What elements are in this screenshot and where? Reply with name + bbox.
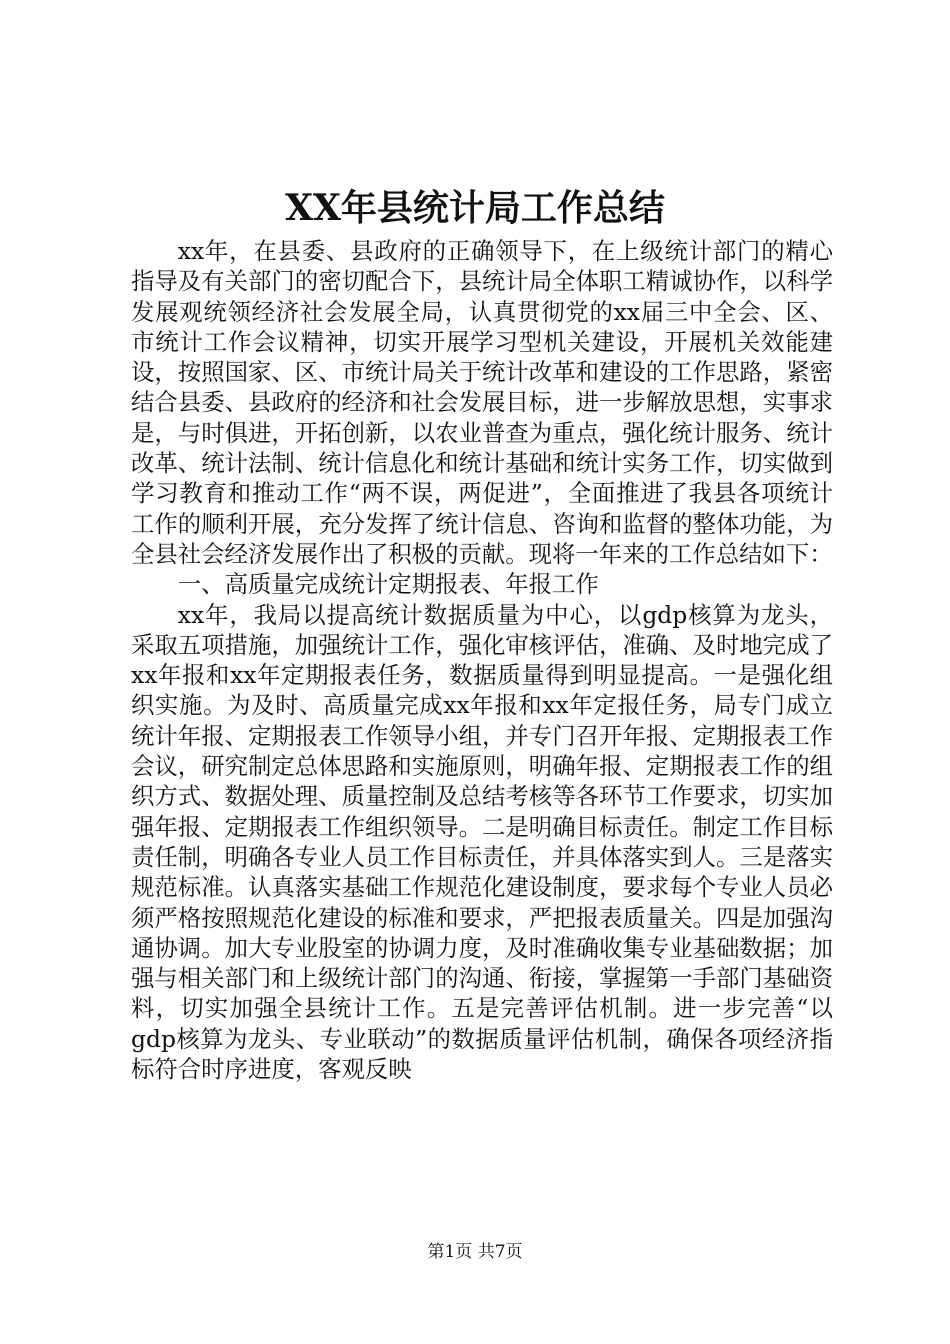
document-body [131, 236, 833, 1084]
page-footer: 第1页 共7页 [427, 1242, 523, 1262]
paragraph-section-1: xx年，我局以提高统计数据质量为中心，以gdp核算为龙头，采取五项措施，加强统计工作，强化审核评估，准确、及时地完成了xx年报和xx年定期报表任务，数据质量得到明显提高。一是强化组织实施。为及时、高质量完成xx年报和xx年定报任务，局专门成立统计年报、定期报表工作领导小组，并专门召开年报、定期报表工作会议，研究制定总体思路和实施原则，明确年报、定期报表工作的组织方式、数据处理、质量控制及总结考核等各环节工作要求，切实加强年报、定期报表工作组织领导。二是明确目标责任。制定工作目标责任制，明确各专业人员工作目标责任，并具体落实到人。三是落实规范标准。认真落实基础工作规范化建设制度，要求每个专业人员必须严格按照规范化建设的标准和要求，严把报表质量关。四是加强沟通协调。加大专业股室的协调力度，及时准确收集专业基础数据；加强与相关部门和上级统计部门的沟通、衔接，掌握第一手部门基础资料，切实加强全县统计工作。五是完善评估机制。进一步完善“以gdp核算为龙头、专业联动”的数据质量评估机制，确保各项经济指标符合时序进度，客观反映 [131, 600, 833, 1084]
section-heading-1: 一、高质量完成统计定期报表、年报工作 [177, 570, 599, 599]
paragraph-intro: xx年，在县委、县政府的正确领导下，在上级统计部门的精心指导及有关部门的密切配合下，县统计局全体职工精诚协作，以科学发展观统领经济社会发展全局，认真贯彻党的xx届三中全会、区、市统计工作会议精神，切实开展学习型机关建设，开展机关效能建设，按照国家、区、市统计局关于统计改革和建设的工作思路，紧密结合县委、县政府的经济和社会发展目标，进一步解放思想，实事求是，与时俱进，开拓创新，以农业普查为重点，强化统计服务、统计改革、统计法制、统计信息化和统计基础和统计实务工作，切实做到学习教育和推动工作“两不误，两促进”，全面推进了我县各项统计工作的顺利开展，充分发挥了统计信息、咨询和监督的整体功能，为全县社会经济发展作出了积极的贡献。现将一年来的工作总结如下： [131, 237, 833, 568]
document-title: XX年县统计局工作总结 [285, 187, 665, 229]
